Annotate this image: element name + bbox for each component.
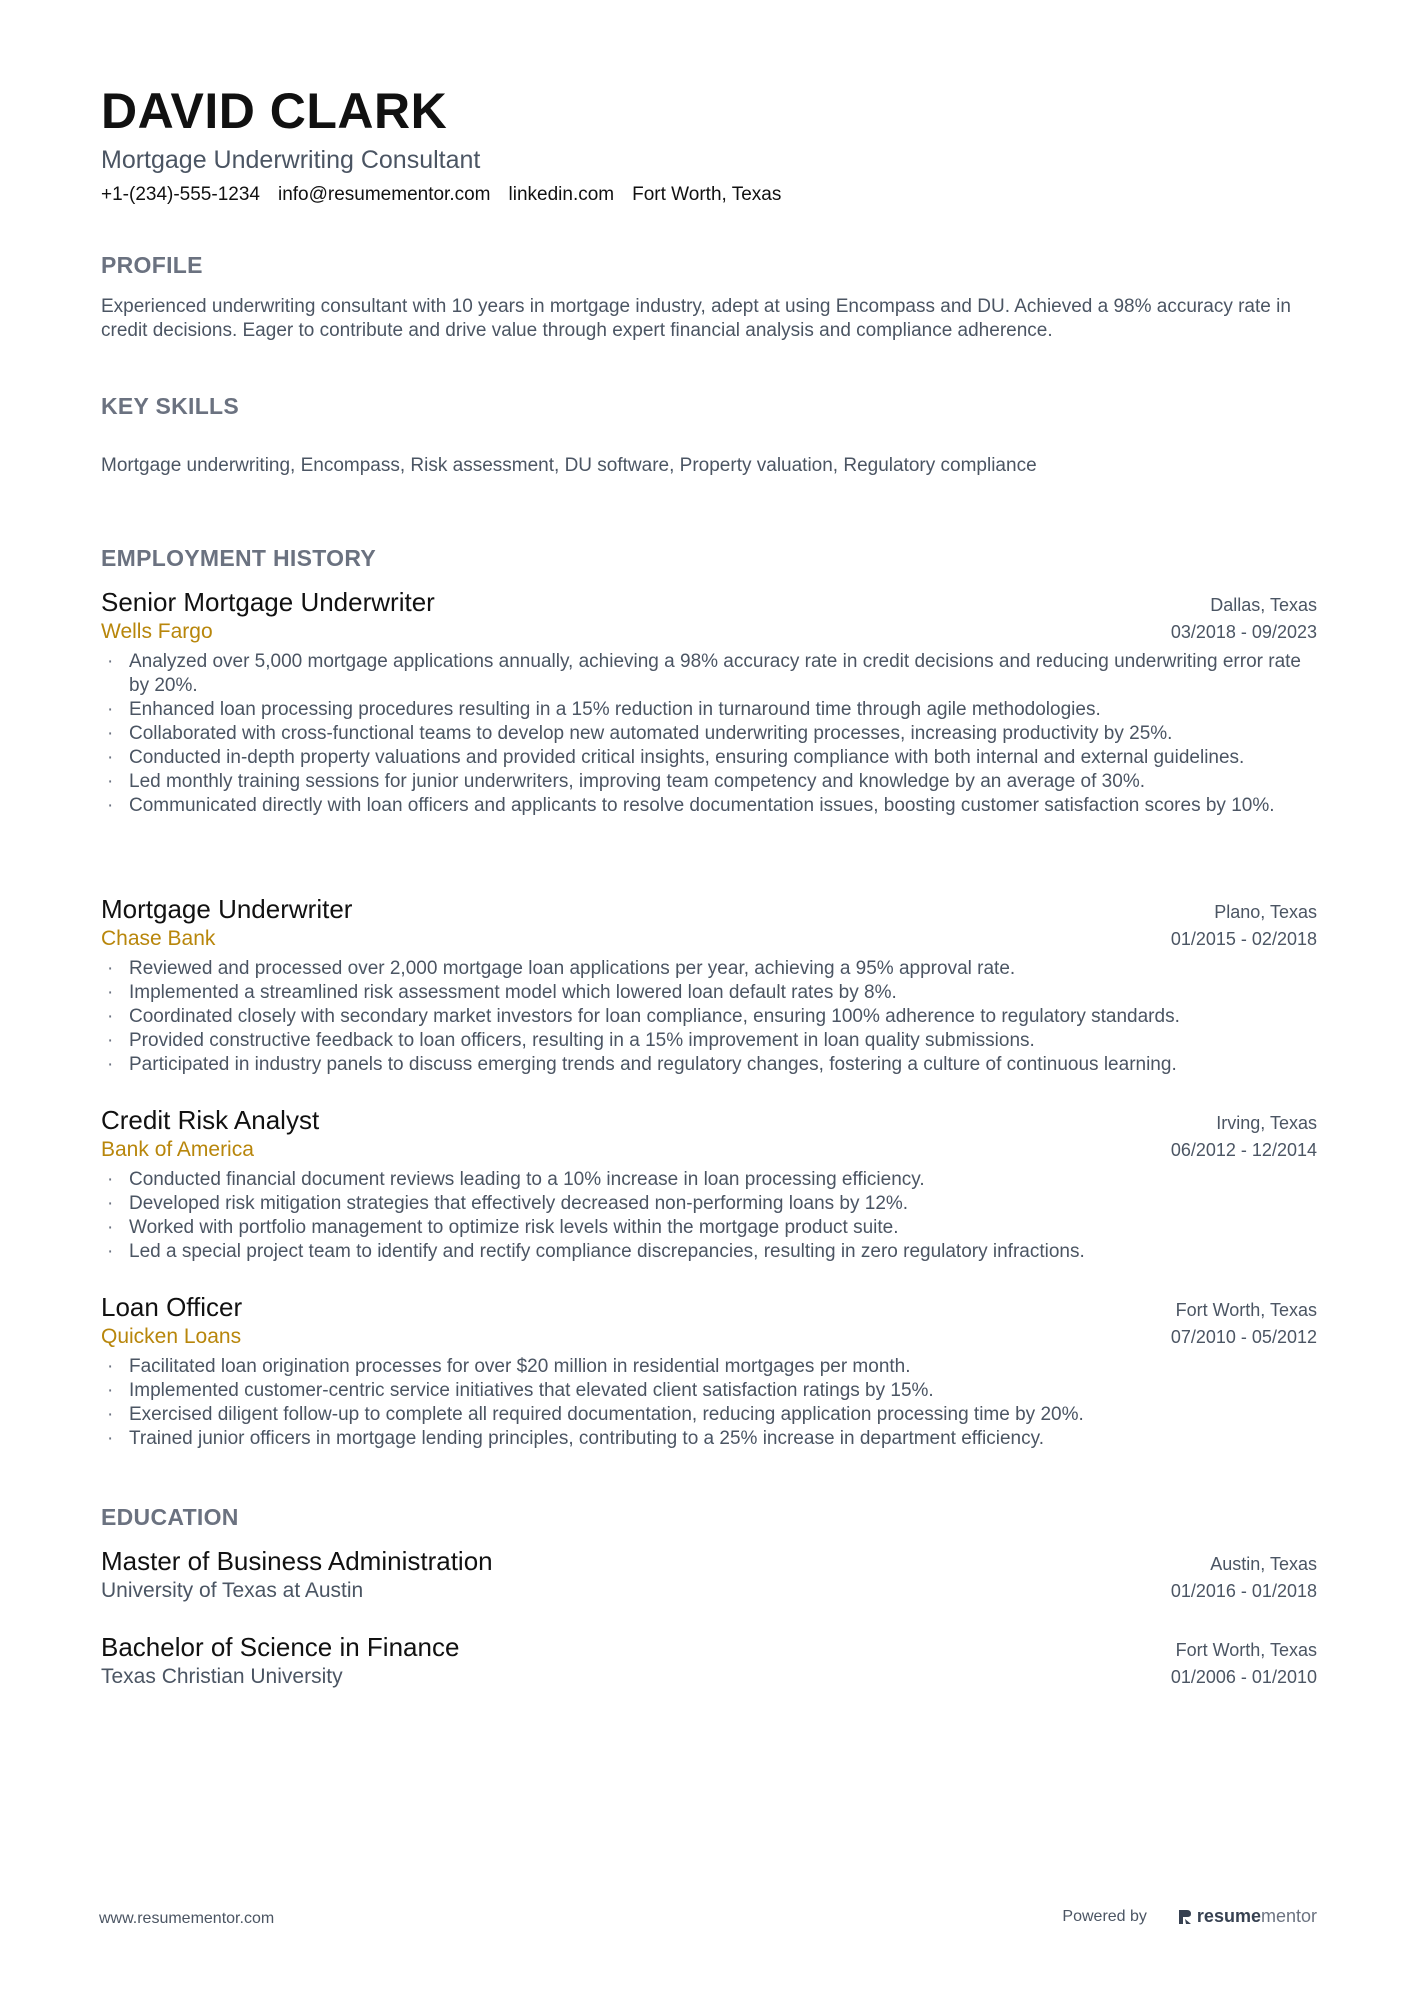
skills-heading: KEY SKILLS [101, 393, 240, 419]
bullet-item: · Participated in industry panels to discuss emerging trends and regulatory changes, fostering a culture of continuous learning. [101, 1053, 1317, 1077]
footer-powered [1062, 1906, 1317, 1927]
contact-location: Fort Worth, Texas [632, 184, 782, 205]
education-entry [101, 1545, 1317, 1605]
contact-phone: +1-(234)-555-1234 [101, 184, 260, 205]
job-bullets [101, 650, 1317, 818]
footer-website[interactable]: www.resumementor.com [99, 1910, 275, 1927]
edu-degree: Bachelor of Science in Finance [101, 1632, 460, 1662]
bullet-item: · Developed risk mitigation strategies that effectively decreased non-performing loans by 12%. [101, 1192, 1317, 1216]
skills-text: Mortgage underwriting, Encompass, Risk assessment, DU software, Property valuation, Regulatory compliance [101, 455, 1037, 476]
bullet-item: · Communicated directly with loan officers and applicants to resolve documentation issues, boosting customer satisfaction scores by 10%. [101, 794, 1317, 818]
powered-by-label: Powered by [1062, 1907, 1147, 1925]
job-location: Fort Worth, Texas [1175, 1300, 1317, 1320]
bullet-item: · Conducted in-depth property valuations and provided critical insights, ensuring compliance with both internal and external guidelines. [101, 746, 1317, 770]
bullet-item: · Coordinated closely with secondary market investors for loan compliance, ensuring 100% adherence to regulatory standards. [101, 1005, 1317, 1029]
bullet-item: · Reviewed and processed over 2,000 mortgage loan applications per year, achieving a 95% approval rate. [101, 957, 1317, 981]
contact-line [101, 184, 781, 206]
bullet-item: · Provided constructive feedback to loan officers, resulting in a 15% improvement in loan quality submissions. [101, 1029, 1317, 1053]
bullet-item: · Conducted financial document reviews leading to a 10% increase in loan processing efficiency. [101, 1168, 1317, 1192]
edu-school: Texas Christian University [101, 1665, 343, 1688]
job-company: Bank of America [101, 1138, 254, 1161]
bullet-item: · Facilitated loan origination processes for over $20 million in residential mortgages per month. [101, 1355, 1317, 1379]
job-dates: 03/2018 - 09/2023 [1170, 622, 1317, 642]
profile-text: Experienced underwriting consultant with 10 years in mortgage industry, adept at using Encompass and DU. Achieved a 98% accuracy rate in credit decisions. Eager to contribute and drive value through expert financial analysis and compliance adherence. [101, 296, 1291, 341]
job-dates: 06/2012 - 12/2014 [1170, 1140, 1317, 1160]
job-title: Senior Mortgage Underwriter [101, 587, 435, 617]
education-heading: EDUCATION [101, 1504, 239, 1530]
bullet-item: · Worked with portfolio management to optimize risk levels within the mortgage product suite. [101, 1216, 1317, 1240]
bullet-item: · Led a special project team to identify and rectify compliance discrepancies, resulting in zero regulatory infractions. [101, 1240, 1317, 1264]
bullet-item: · Led monthly training sessions for junior underwriters, improving team competency and knowledge by an average of 30%. [101, 770, 1317, 794]
job-entry [101, 586, 1317, 818]
job-company: Quicken Loans [101, 1325, 242, 1348]
job-bullets [101, 1168, 1317, 1264]
bullet-item: · Exercised diligent follow-up to complete all required documentation, reducing application processing time by 20%. [101, 1403, 1317, 1427]
job-bullets [101, 1355, 1317, 1451]
job-title: Mortgage Underwriter [101, 894, 353, 924]
job-entry [101, 1104, 1317, 1264]
edu-school: University of Texas at Austin [101, 1579, 364, 1602]
job-entry [101, 1291, 1317, 1451]
edu-location: Austin, Texas [1210, 1554, 1317, 1574]
job-company: Chase Bank [101, 927, 216, 950]
profile-heading: PROFILE [101, 252, 203, 278]
job-bullets [101, 957, 1317, 1077]
bullet-item: · Implemented customer-centric service initiatives that elevated client satisfaction ratings by 15%. [101, 1379, 1317, 1403]
job-title: Credit Risk Analyst [101, 1105, 320, 1135]
brand-logo[interactable] [1177, 1906, 1317, 1927]
job-title: Loan Officer [101, 1292, 243, 1322]
job-entry [101, 893, 1317, 1077]
bullet-item: · Enhanced loan processing procedures resulting in a 15% reduction in turnaround time through agile methodologies. [101, 698, 1317, 722]
edu-location: Fort Worth, Texas [1175, 1640, 1317, 1660]
contact-email[interactable]: info@resumementor.com [277, 184, 491, 205]
bullet-item: · Collaborated with cross-functional teams to develop new automated underwriting processes, increasing productivity by 25%. [101, 722, 1317, 746]
edu-dates: 01/2016 - 01/2018 [1170, 1581, 1317, 1601]
job-location: Irving, Texas [1216, 1113, 1317, 1133]
candidate-name: DAVID CLARK [101, 83, 448, 139]
job-company: Wells Fargo [101, 620, 213, 643]
bullet-item: · Implemented a streamlined risk assessment model which lowered loan default rates by 8%. [101, 981, 1317, 1005]
bullet-item: · Analyzed over 5,000 mortgage applications annually, achieving a 98% accuracy rate in credit decisions and reducing underwriting error rate by 20%. [101, 650, 1317, 698]
job-dates: 01/2015 - 02/2018 [1170, 929, 1317, 949]
job-dates: 07/2010 - 05/2012 [1170, 1327, 1317, 1347]
bullet-item: · Trained junior officers in mortgage lending principles, contributing to a 25% increase in department efficiency. [101, 1427, 1317, 1451]
employment-heading: EMPLOYMENT HISTORY [101, 545, 377, 571]
brand-mark-icon [1177, 1908, 1193, 1926]
brand-name-bold: resume [1196, 1906, 1261, 1926]
education-entry [101, 1631, 1317, 1691]
brand-name-light: mentor [1260, 1906, 1317, 1926]
candidate-title: Mortgage Underwriting Consultant [101, 146, 481, 174]
contact-linkedin[interactable]: linkedin.com [508, 184, 615, 205]
job-location: Dallas, Texas [1210, 595, 1317, 615]
edu-degree: Master of Business Administration [101, 1546, 493, 1576]
edu-dates: 01/2006 - 01/2010 [1170, 1667, 1317, 1687]
job-location: Plano, Texas [1214, 902, 1317, 922]
